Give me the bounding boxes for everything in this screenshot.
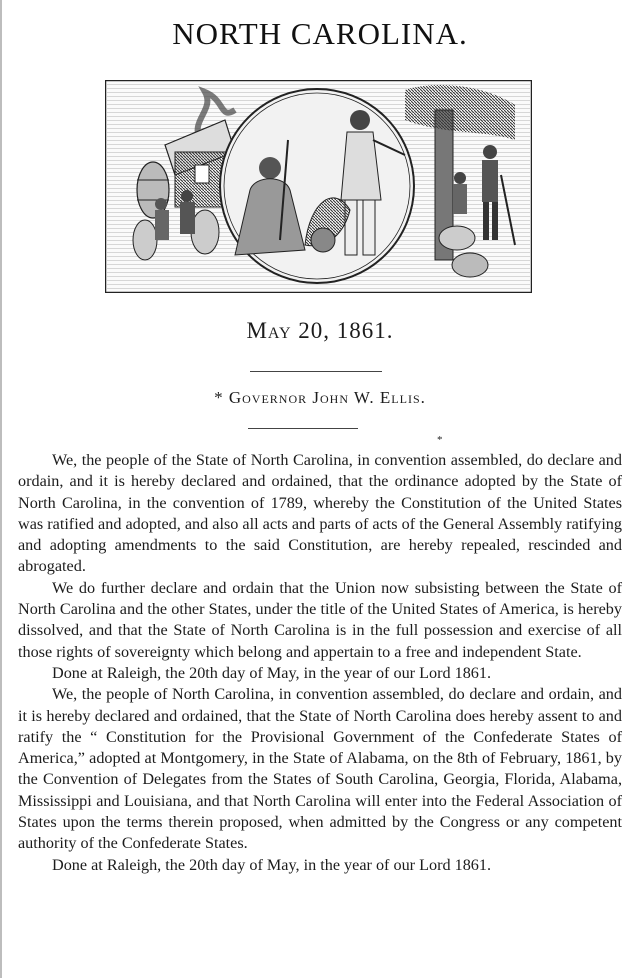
divider xyxy=(250,371,382,372)
governor-attribution: * Governor John W. Ellis. xyxy=(214,388,426,407)
document-date: May 20, 1861. xyxy=(246,318,394,343)
state-seal-vignette xyxy=(105,80,532,293)
divider xyxy=(248,428,358,429)
paragraph: We, the people of the State of North Carolina, in convention assembled, do declare and ordain, and it is hereby declared and ordained, that the ordinance adopted by the State of North Carolina, in the convention of 1789, whereby the Constitution of the United States was ratified and adopted, and also all acts and parts of acts of the General Assembly ratifying and adopting amendments to the said Constitution, are hereby repealed, rescinded and abrogated. xyxy=(18,451,622,576)
page-title: NORTH CAROLINA. xyxy=(172,16,468,51)
page-edge xyxy=(0,0,2,978)
asterisk-mark: * xyxy=(437,434,443,446)
ordinance-text xyxy=(18,450,622,876)
paragraph: Done at Raleigh, the 20th day of May, in the year of our Lord 1861. xyxy=(52,855,492,874)
paragraph: We do further declare and ordain that the Union now subsisting between the State of North Carolina and the other States, under the title of the United States of America, is hereby dissolved, and that the State of North Carolina is in the full possession and exercise of all those rights of sovereignty which belong and appertain to a free and independent State. xyxy=(18,578,622,661)
paragraph: Done at Raleigh, the 20th day of May, in the year of our Lord 1861. xyxy=(52,663,492,682)
paragraph: We, the people of North Carolina, in convention assembled, do declare and ordain, and it is hereby declared and ordained, that the State of North Carolina does hereby assent to and ratify the “ Constitution for the Provisional Government of the Confederate States of America,” adopted at Montgomery, in the State of Alabama, on the 8th of February, 1861, by the Convention of Delegates from the States of South Carolina, Georgia, Florida, Alabama, Mississippi and Louisiana, and that North Carolina will enter into the Federal Association of States upon the terms therein proposed, when admitted by the Congress or any competent authority of the Confederate States. xyxy=(18,685,622,853)
